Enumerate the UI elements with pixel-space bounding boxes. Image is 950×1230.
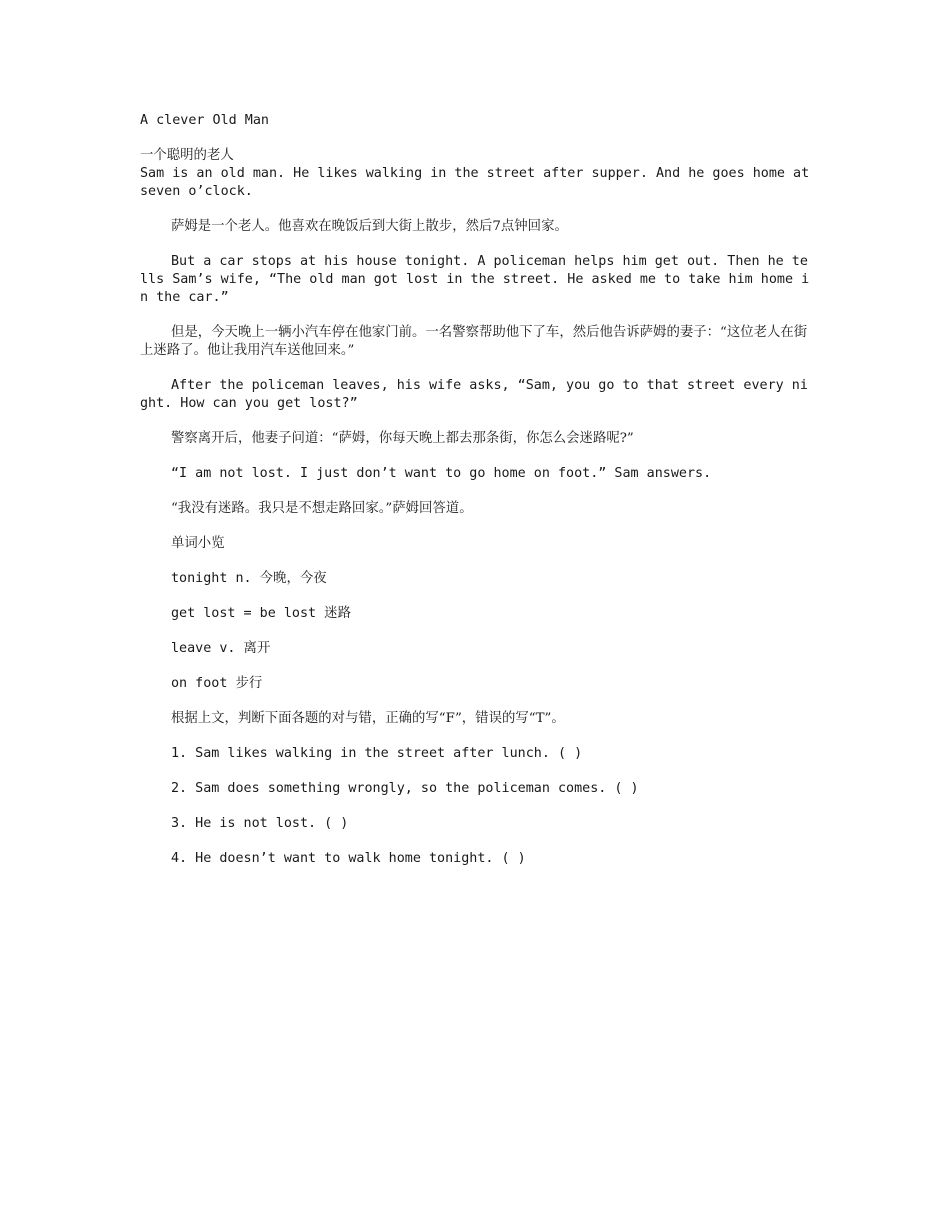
paragraph-en-1: Sam is an old man. He likes walking in the street after supper. And he goes home at seven o’clock. bbox=[140, 166, 818, 199]
document-page bbox=[140, 112, 818, 868]
paragraph-cn-2: 但是，今天晚上一辆小汽车停在他家门前。一名警察帮助他下了车，然后他告诉萨姆的妻子：“这位老人在街上迷路了。他让我用汽车送他回来。” bbox=[140, 325, 808, 358]
title-english: A clever Old Man bbox=[140, 113, 269, 128]
question-item: 2. Sam does something wrongly, so the policeman comes. ( ) bbox=[171, 781, 639, 796]
question-item: 3. He is not lost. ( ) bbox=[171, 816, 349, 831]
vocab-item: leave v. 离开 bbox=[171, 641, 271, 656]
question-item: 4. He doesn’t want to walk home tonight. ( ) bbox=[171, 851, 526, 866]
paragraph-cn-4: “我没有迷路。我只是不想走路回家。”萨姆回答道。 bbox=[171, 501, 473, 516]
paragraph-en-4: “I am not lost. I just don’t want to go home on foot.” Sam answers. bbox=[171, 466, 712, 481]
paragraph-cn-3: 警察离开后，他妻子问道：“萨姆，你每天晚上都去那条街，你怎么会迷路呢?” bbox=[171, 431, 634, 446]
question-item: 1. Sam likes walking in the street after lunch. ( ) bbox=[171, 746, 583, 761]
title-chinese: 一个聪明的老人 bbox=[140, 148, 234, 163]
paragraph-cn-1: 萨姆是一个老人。他喜欢在晚饭后到大街上散步，然后7点钟回家。 bbox=[171, 219, 568, 234]
vocab-heading: 单词小览 bbox=[171, 536, 225, 551]
vocab-item: tonight n. 今晚，今夜 bbox=[171, 571, 327, 586]
paragraph-en-3: After the policeman leaves, his wife asks, “Sam, you go to that street every night. How can you get lost?” bbox=[140, 378, 808, 411]
exercise-instruction: 根据上文，判断下面各题的对与错，正确的写“F”，错误的写“T”。 bbox=[171, 711, 565, 726]
paragraph-en-2: But a car stops at his house tonight. A policeman helps him get out. Then he tells Sam’s wife, “The old man got lost in the street. He asked me to take him home in the car.” bbox=[140, 254, 810, 305]
vocab-item: get lost = be lost 迷路 bbox=[171, 606, 351, 621]
vocab-item: on foot 步行 bbox=[171, 676, 263, 691]
